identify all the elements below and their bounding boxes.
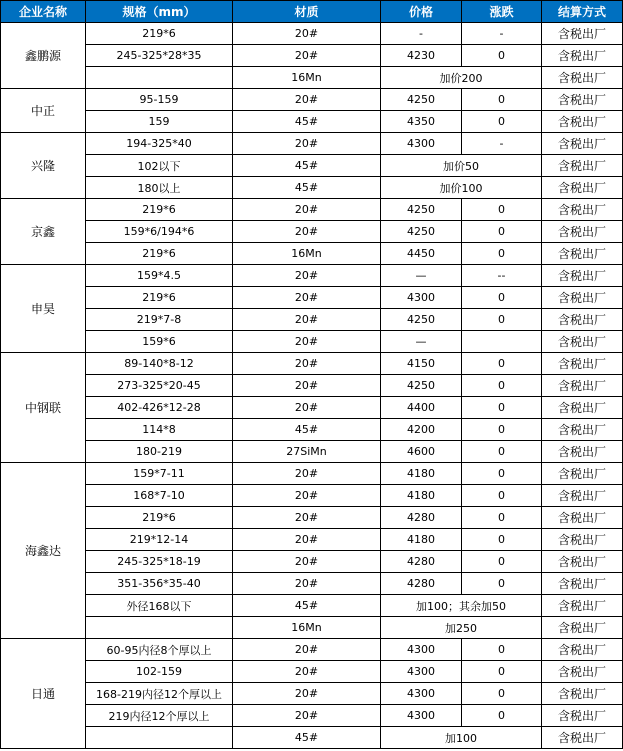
settlement-cell: 含税出厂: [542, 529, 623, 551]
spec-cell: 159*6/194*6: [86, 221, 233, 243]
material-cell: 20#: [233, 463, 381, 485]
price-cell: 4180: [381, 463, 462, 485]
spec-cell: 219*6: [86, 199, 233, 221]
company-name: 中正: [1, 89, 86, 133]
spec-cell: 159*7-11: [86, 463, 233, 485]
spec-cell: 194-325*40: [86, 133, 233, 155]
settlement-cell: 含税出厂: [542, 111, 623, 133]
table-row: [1, 331, 623, 353]
change-cell: 0: [462, 441, 542, 463]
change-cell: 0: [462, 309, 542, 331]
price-cell: 4180: [381, 529, 462, 551]
change-cell: 0: [462, 243, 542, 265]
price-cell: 4200: [381, 419, 462, 441]
settlement-cell: 含税出厂: [542, 463, 623, 485]
company-name: 鑫鹏源: [1, 23, 86, 89]
material-cell: 20#: [233, 331, 381, 353]
price-cell: 4600: [381, 441, 462, 463]
material-cell: 27SiMn: [233, 441, 381, 463]
settlement-cell: 含税出厂: [542, 221, 623, 243]
change-cell: 0: [462, 419, 542, 441]
table-row: [1, 485, 623, 507]
table-row: [1, 441, 623, 463]
change-cell: 0: [462, 199, 542, 221]
table-row: [1, 353, 623, 375]
table-row: [1, 661, 623, 683]
settlement-cell: 含税出厂: [542, 199, 623, 221]
table-row: [1, 419, 623, 441]
table-row: [1, 463, 623, 485]
table-row: [1, 23, 623, 45]
price-cell: 4280: [381, 507, 462, 529]
table-row: [1, 221, 623, 243]
price-cell: 4250: [381, 221, 462, 243]
company-name: 兴隆: [1, 133, 86, 199]
table-row: [1, 375, 623, 397]
spec-cell: 402-426*12-28: [86, 397, 233, 419]
header-settlement: 结算方式: [542, 1, 623, 23]
company-name: 海鑫达: [1, 463, 86, 639]
price-cell: 4300: [381, 133, 462, 155]
price-cell: -: [381, 23, 462, 45]
table-row: [1, 727, 623, 749]
spec-cell: 89-140*8-12: [86, 353, 233, 375]
spec-cell: 219*7-8: [86, 309, 233, 331]
header-material: 材质: [233, 1, 381, 23]
change-cell: 0: [462, 529, 542, 551]
material-cell: 20#: [233, 309, 381, 331]
price-note-cell: 加价50: [381, 155, 542, 177]
material-cell: 20#: [233, 705, 381, 727]
company-name: 申昊: [1, 265, 86, 353]
header-price: 价格: [381, 1, 462, 23]
price-note-cell: 加价200: [381, 67, 542, 89]
material-cell: 20#: [233, 221, 381, 243]
settlement-cell: 含税出厂: [542, 353, 623, 375]
table-row: [1, 199, 623, 221]
material-cell: 45#: [233, 177, 381, 199]
price-cell: 4300: [381, 705, 462, 727]
settlement-cell: 含税出厂: [542, 683, 623, 705]
material-cell: 45#: [233, 727, 381, 749]
spec-cell: 168*7-10: [86, 485, 233, 507]
material-cell: 20#: [233, 529, 381, 551]
spec-cell: 351-356*35-40: [86, 573, 233, 595]
settlement-cell: 含税出厂: [542, 551, 623, 573]
spec-cell: 168-219内径12个厚以上: [86, 683, 233, 705]
material-cell: 20#: [233, 199, 381, 221]
change-cell: 0: [462, 705, 542, 727]
material-cell: 20#: [233, 133, 381, 155]
settlement-cell: 含税出厂: [542, 133, 623, 155]
material-cell: 20#: [233, 45, 381, 67]
table-row: [1, 111, 623, 133]
price-note-cell: 加100: [381, 727, 542, 749]
change-cell: 0: [462, 287, 542, 309]
material-cell: 20#: [233, 661, 381, 683]
change-cell: -: [462, 23, 542, 45]
table-row: [1, 45, 623, 67]
spec-cell: 60-95内径8个厚以上: [86, 639, 233, 661]
settlement-cell: 含税出厂: [542, 375, 623, 397]
settlement-cell: 含税出厂: [542, 45, 623, 67]
table-row: [1, 67, 623, 89]
spec-cell: 219内径12个厚以上: [86, 705, 233, 727]
change-cell: 0: [462, 353, 542, 375]
change-cell: 0: [462, 683, 542, 705]
material-cell: 20#: [233, 485, 381, 507]
settlement-cell: 含税出厂: [542, 573, 623, 595]
material-cell: 45#: [233, 155, 381, 177]
table-row: [1, 89, 623, 111]
settlement-cell: 含税出厂: [542, 23, 623, 45]
settlement-cell: 含税出厂: [542, 485, 623, 507]
settlement-cell: 含税出厂: [542, 595, 623, 617]
change-cell: 0: [462, 375, 542, 397]
company-name: 日通: [1, 639, 86, 749]
header-change: 涨跌: [462, 1, 542, 23]
material-cell: 20#: [233, 89, 381, 111]
change-cell: 0: [462, 45, 542, 67]
table-row: [1, 155, 623, 177]
spec-cell: 219*6: [86, 243, 233, 265]
material-cell: 20#: [233, 551, 381, 573]
price-cell: 4300: [381, 287, 462, 309]
price-cell: 4300: [381, 683, 462, 705]
table-row: [1, 639, 623, 661]
settlement-cell: 含税出厂: [542, 287, 623, 309]
settlement-cell: 含税出厂: [542, 617, 623, 639]
spec-cell: [86, 727, 233, 749]
price-cell: —: [381, 331, 462, 353]
material-cell: 16Mn: [233, 67, 381, 89]
table-row: [1, 529, 623, 551]
table-row: [1, 705, 623, 727]
price-cell: —: [381, 265, 462, 287]
price-cell: 4180: [381, 485, 462, 507]
spec-cell: [86, 67, 233, 89]
spec-cell: 273-325*20-45: [86, 375, 233, 397]
material-cell: 20#: [233, 265, 381, 287]
change-cell: 0: [462, 551, 542, 573]
spec-cell: 102以下: [86, 155, 233, 177]
price-cell: 4450: [381, 243, 462, 265]
spec-cell: 245-325*18-19: [86, 551, 233, 573]
material-cell: 45#: [233, 595, 381, 617]
change-cell: 0: [462, 485, 542, 507]
material-cell: 20#: [233, 375, 381, 397]
table-row: [1, 243, 623, 265]
price-cell: 4250: [381, 309, 462, 331]
table-row: [1, 595, 623, 617]
spec-cell: 219*12-14: [86, 529, 233, 551]
material-cell: 20#: [233, 287, 381, 309]
material-cell: 20#: [233, 639, 381, 661]
material-cell: 20#: [233, 507, 381, 529]
settlement-cell: 含税出厂: [542, 243, 623, 265]
spec-cell: 245-325*28*35: [86, 45, 233, 67]
spec-cell: 外径168以下: [86, 595, 233, 617]
spec-cell: 95-159: [86, 89, 233, 111]
table-row: [1, 551, 623, 573]
change-cell: 0: [462, 397, 542, 419]
change-cell: 0: [462, 639, 542, 661]
spec-cell: 159: [86, 111, 233, 133]
settlement-cell: 含税出厂: [542, 419, 623, 441]
table-row: [1, 309, 623, 331]
material-cell: 20#: [233, 683, 381, 705]
spec-cell: 114*8: [86, 419, 233, 441]
change-cell: 0: [462, 89, 542, 111]
table-body: [1, 23, 623, 749]
settlement-cell: 含税出厂: [542, 661, 623, 683]
spec-cell: 159*6: [86, 331, 233, 353]
spec-cell: 219*6: [86, 287, 233, 309]
price-cell: 4300: [381, 661, 462, 683]
price-cell: 4230: [381, 45, 462, 67]
price-note-cell: 加250: [381, 617, 542, 639]
header-company: 企业名称: [1, 1, 86, 23]
spec-cell: 180-219: [86, 441, 233, 463]
settlement-cell: 含税出厂: [542, 177, 623, 199]
change-cell: -: [462, 133, 542, 155]
material-cell: 45#: [233, 419, 381, 441]
change-cell: 0: [462, 661, 542, 683]
price-cell: 4280: [381, 551, 462, 573]
table-row: [1, 397, 623, 419]
price-cell: 4350: [381, 111, 462, 133]
material-cell: 20#: [233, 573, 381, 595]
header-row: [1, 1, 623, 23]
material-cell: 45#: [233, 111, 381, 133]
company-name: 京鑫: [1, 199, 86, 265]
settlement-cell: 含税出厂: [542, 155, 623, 177]
price-cell: 4250: [381, 375, 462, 397]
change-cell: 0: [462, 221, 542, 243]
price-cell: 4280: [381, 573, 462, 595]
table-row: [1, 507, 623, 529]
spec-cell: 159*4.5: [86, 265, 233, 287]
settlement-cell: 含税出厂: [542, 705, 623, 727]
table-row: [1, 287, 623, 309]
change-cell: --: [462, 265, 542, 287]
change-cell: [462, 331, 542, 353]
material-cell: 16Mn: [233, 243, 381, 265]
settlement-cell: 含税出厂: [542, 441, 623, 463]
price-cell: 4150: [381, 353, 462, 375]
change-cell: 0: [462, 463, 542, 485]
settlement-cell: 含税出厂: [542, 727, 623, 749]
price-cell: 4250: [381, 199, 462, 221]
settlement-cell: 含税出厂: [542, 67, 623, 89]
material-cell: 16Mn: [233, 617, 381, 639]
table-row: [1, 265, 623, 287]
table-row: [1, 683, 623, 705]
table-row: [1, 177, 623, 199]
spec-cell: [86, 617, 233, 639]
settlement-cell: 含税出厂: [542, 397, 623, 419]
table-row: [1, 573, 623, 595]
spec-cell: 102-159: [86, 661, 233, 683]
material-cell: 20#: [233, 23, 381, 45]
settlement-cell: 含税出厂: [542, 331, 623, 353]
settlement-cell: 含税出厂: [542, 639, 623, 661]
price-note-cell: 加100；其余加50: [381, 595, 542, 617]
spec-cell: 219*6: [86, 23, 233, 45]
spec-cell: 219*6: [86, 507, 233, 529]
material-cell: 20#: [233, 397, 381, 419]
settlement-cell: 含税出厂: [542, 309, 623, 331]
header-spec: 规格（mm）: [86, 1, 233, 23]
material-cell: 20#: [233, 353, 381, 375]
table-row: [1, 617, 623, 639]
company-name: 中钢联: [1, 353, 86, 463]
price-cell: 4250: [381, 89, 462, 111]
change-cell: 0: [462, 111, 542, 133]
spec-cell: 180以上: [86, 177, 233, 199]
price-cell: 4300: [381, 639, 462, 661]
price-cell: 4400: [381, 397, 462, 419]
change-cell: 0: [462, 573, 542, 595]
settlement-cell: 含税出厂: [542, 265, 623, 287]
settlement-cell: 含税出厂: [542, 89, 623, 111]
price-note-cell: 加价100: [381, 177, 542, 199]
table-row: [1, 133, 623, 155]
change-cell: 0: [462, 507, 542, 529]
settlement-cell: 含税出厂: [542, 507, 623, 529]
